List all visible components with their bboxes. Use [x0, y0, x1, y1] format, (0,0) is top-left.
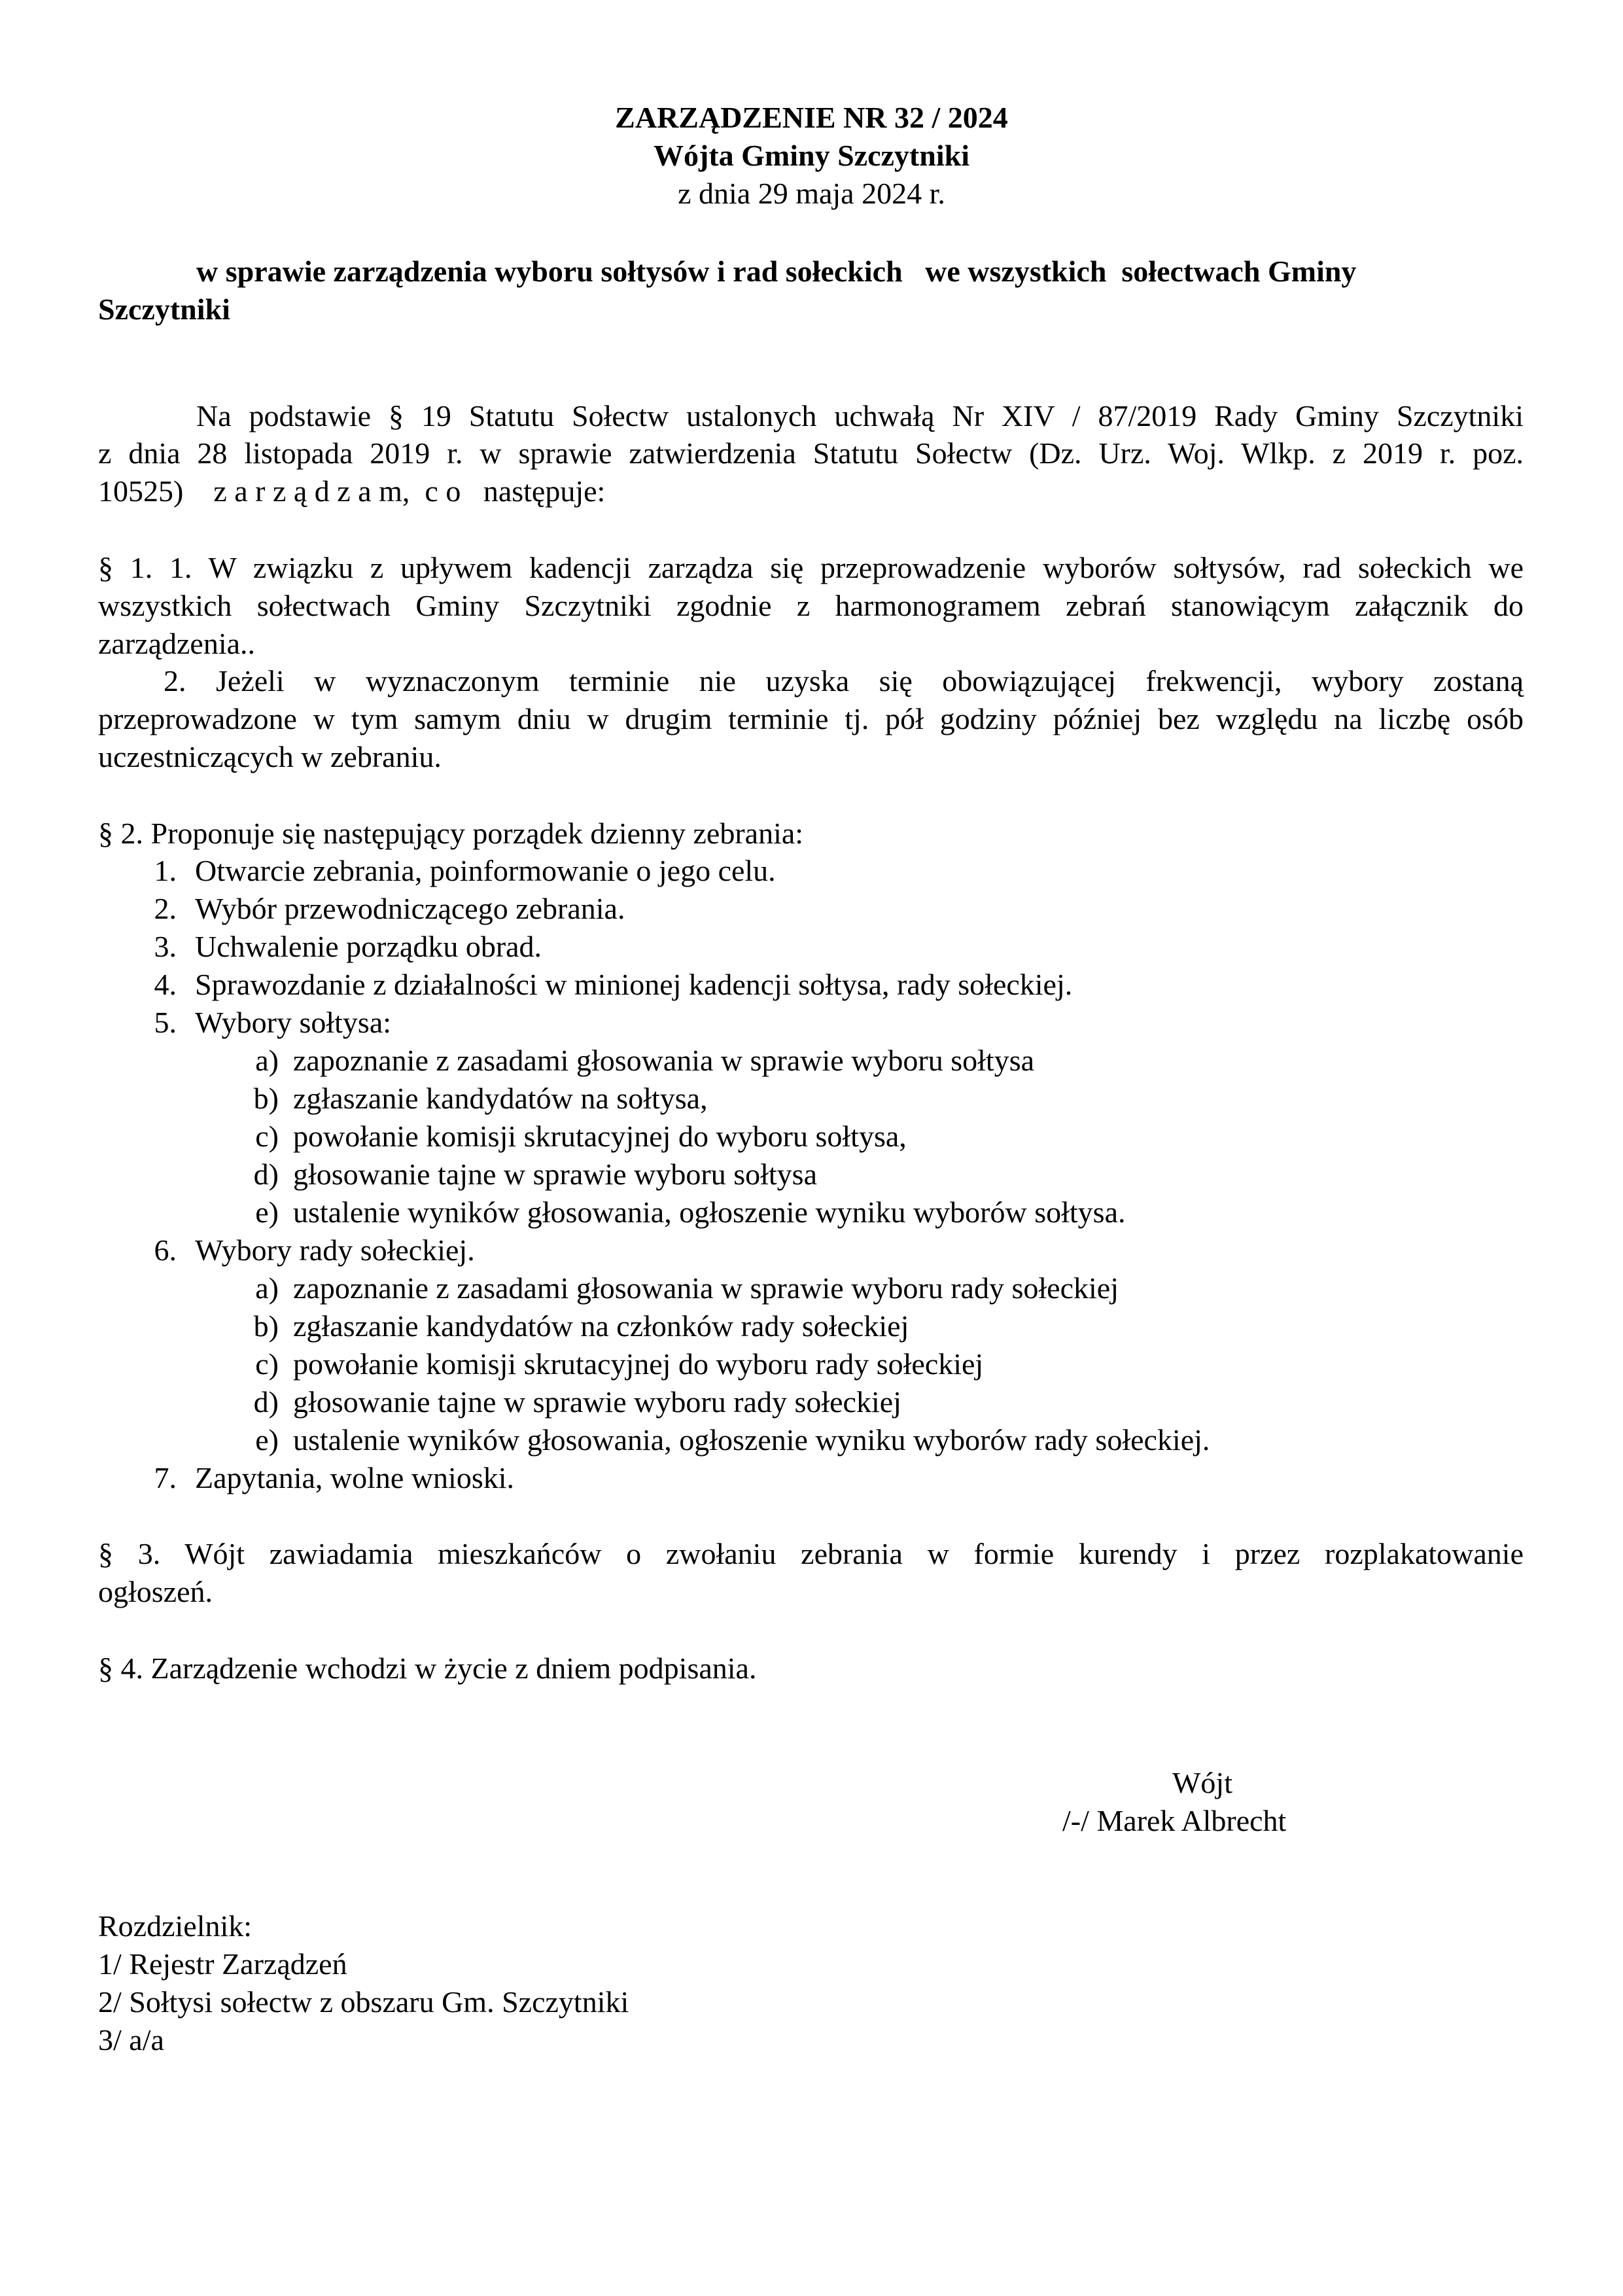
agenda-item-number: 3.: [154, 930, 177, 963]
agenda-item-number: 7.: [154, 1461, 177, 1494]
section1-p1-line-3: zarządzenia..: [98, 627, 256, 660]
agenda-item-text: Sprawozdanie z działalności w minionej kadencji sołtysa, rady sołeckiej.: [195, 968, 1073, 1001]
agenda-item-text: Wybory sołtysa:: [195, 1006, 392, 1039]
agenda-subitem-letter: a): [255, 1271, 279, 1305]
signature-title: Wójt: [1172, 1766, 1232, 1799]
section3-line-2: ogłoszeń.: [98, 1575, 213, 1608]
distribution-item: 2/ Sołtysi sołectw z obszaru Gm. Szczytniki: [98, 1985, 629, 2019]
agenda-subitem-letter: a): [255, 1044, 279, 1077]
agenda-item-number: 4.: [154, 968, 177, 1001]
agenda-subitem-letter: c): [255, 1347, 279, 1381]
section1-p2-line-1: 2. Jeżeli w wyznaczonym terminie nie uzyska się obowiązującej frekwencji, wybory zostaną: [164, 664, 1524, 698]
agenda-subitem-text: zapoznanie z zasadami głosowania w sprawie wyboru rady sołeckiej: [293, 1271, 1119, 1305]
agenda-item-text: Wybór przewodniczącego zebrania.: [195, 892, 625, 925]
agenda-subitem-text: głosowanie tajne w sprawie wyboru sołtysa: [293, 1157, 818, 1191]
agenda-subitem-letter: c): [255, 1120, 279, 1153]
section1-p1-line-2: wszystkich sołectwach Gminy Szczytniki zgodnie z harmonogramem zebrań stanowiącym załącznik do: [98, 589, 1524, 622]
agenda-item-number: 6.: [154, 1233, 177, 1267]
agenda-item-number: 2.: [154, 892, 177, 925]
section1-p1-line-1: § 1. 1. W związku z upływem kadencji zarządza się przeprowadzenie wyborów sołtysów, rad sołeckich we: [98, 551, 1524, 584]
agenda-item-text: Otwarcie zebrania, poinformowanie o jego celu.: [195, 854, 776, 887]
agenda-subitem-letter: d): [253, 1157, 279, 1191]
document-issuer: Wójta Gminy Szczytniki: [654, 139, 969, 172]
distribution-heading: Rozdzielnik:: [98, 1909, 253, 1943]
distribution-item: 3/ a/a: [98, 2023, 164, 2057]
agenda-subitem-letter: e): [255, 1195, 279, 1229]
agenda-subitem-text: głosowanie tajne w sprawie wyboru rady sołeckiej: [293, 1385, 901, 1419]
subject-line-1: w sprawie zarządzenia wyboru sołtysów i rad sołeckich we wszystkich sołectwach Gminy: [196, 255, 1357, 288]
agenda-subitem-letter: b): [253, 1309, 279, 1343]
agenda-item-text: Wybory rady sołeckiej.: [195, 1233, 475, 1267]
document-date: z dnia 29 maja 2024 r.: [678, 177, 945, 210]
preamble-line-1: Na podstawie § 19 Statutu Sołectw ustalonych uchwałą Nr XIV / 87/2019 Rady Gminy Szczytniki: [196, 399, 1524, 433]
agenda-subitem-text: zapoznanie z zasadami głosowania w sprawie wyboru sołtysa: [293, 1044, 1035, 1077]
agenda-subitem-text: powołanie komisji skrutacyjnej do wyboru sołtysa,: [293, 1120, 907, 1153]
agenda-subitem-text: zgłaszanie kandydatów na sołtysa,: [293, 1082, 708, 1115]
agenda-item-number: 5.: [154, 1006, 177, 1039]
preamble-line-2: z dnia 28 listopada 2019 r. w sprawie zatwierdzenia Statutu Sołectw (Dz. Urz. Woj. Wlkp. z 2019 r. poz.: [98, 436, 1524, 470]
section1-p2-line-3: uczestniczących w zebraniu.: [98, 740, 442, 773]
section3-line-1: § 3. Wójt zawiadamia mieszkańców o zwołaniu zebrania w formie kurendy i przez rozplakatowanie: [98, 1537, 1524, 1570]
agenda-subitem-letter: b): [253, 1082, 279, 1115]
agenda-subitem-letter: e): [255, 1423, 279, 1457]
distribution-item: 1/ Rejestr Zarządzeń: [98, 1947, 347, 1981]
agenda-item-text: Zapytania, wolne wnioski.: [195, 1461, 515, 1494]
agenda-subitem-text: ustalenie wyników głosowania, ogłoszenie wyniku wyborów sołtysa.: [293, 1195, 1126, 1229]
agenda-item-text: Uchwalenie porządku obrad.: [195, 930, 542, 963]
preamble-line-3: 10525) z a r z ą d z a m, c o następuje:: [98, 474, 606, 508]
agenda-item-number: 1.: [154, 854, 177, 887]
section4-line-1: § 4. Zarządzenie wchodzi w życie z dniem podpisania.: [98, 1651, 757, 1685]
section2-intro: § 2. Proponuje się następujący porządek dzienny zebrania:: [98, 817, 804, 850]
document-title: ZARZĄDZENIE NR 32 / 2024: [615, 101, 1008, 134]
agenda-subitem-letter: d): [253, 1385, 279, 1419]
agenda-subitem-text: powołanie komisji skrutacyjnej do wyboru rady sołeckiej: [293, 1347, 984, 1381]
agenda-subitem-text: zgłaszanie kandydatów na członków rady sołeckiej: [293, 1309, 909, 1343]
signature-name: /-/ Marek Albrecht: [1062, 1804, 1287, 1837]
section1-p2-line-2: przeprowadzone w tym samym dniu w drugim terminie tj. pół godziny później bez względu na liczbę osób: [98, 702, 1524, 735]
subject-line-2: Szczytniki: [98, 292, 230, 326]
agenda-subitem-text: ustalenie wyników głosowania, ogłoszenie wyniku wyborów rady sołeckiej.: [293, 1423, 1210, 1457]
